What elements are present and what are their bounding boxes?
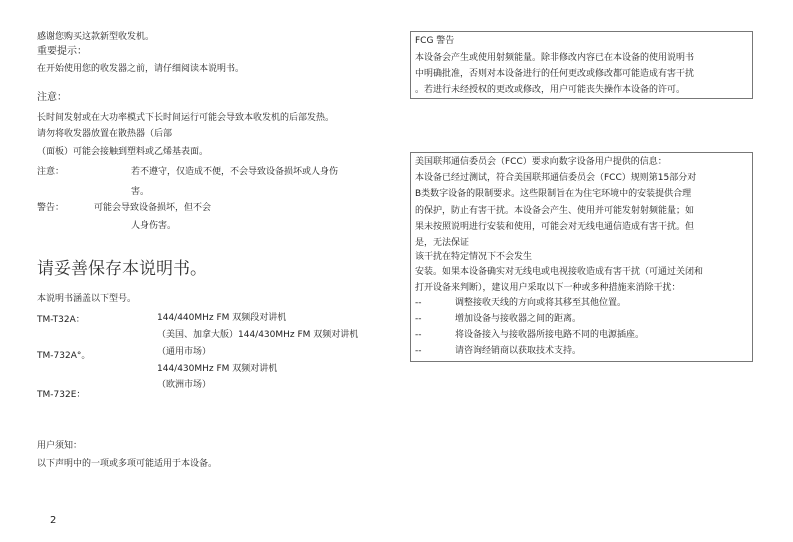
- model-1-description: 144/440MHz FM 双频段对讲机: [157, 313, 287, 323]
- models-intro: 本说明书涵盖以下型号。: [37, 294, 137, 304]
- warning-text-1: 可能会导致设备损坏，但不会: [94, 203, 212, 213]
- model-tm-732e: TM-732E：: [37, 390, 86, 400]
- important-title: 重要提示：: [37, 46, 87, 57]
- measure-item: 将设备接入与接收器所接电路不同的电源插座。: [455, 330, 645, 340]
- fcc-warning-line-3: 。若进行未经授权的更改或修改，用户可能丧失操作本设备的许可。: [415, 85, 686, 95]
- fcc-info-line-7: 安装。如果本设备确实对无线电或电视接收造成有害干扰（可通过关闭和: [415, 267, 704, 277]
- model-tm-732a: TM-732A°。: [37, 351, 91, 361]
- measure-item: 调整接收天线的方向或将其移至其他位置。: [455, 298, 627, 308]
- user-notice-text: 以下声明中的一项或多项可能适用于本设备。: [37, 459, 218, 469]
- model-3-description: 144/430MHz FM 双频对讲机: [157, 364, 278, 374]
- warning-text-2: 人身伤害。: [131, 221, 177, 231]
- caution-label: 注意：: [37, 167, 65, 177]
- notice-line-1: 长时间发射或在大功率模式下长时间运行可能会导致本收发机的后部发热。: [37, 113, 335, 123]
- notice-line-2: 请勿将收发器放置在散热器（后部: [37, 129, 173, 139]
- fcc-info-line-3: 的保护，防止有害干扰。本设备会产生、使用并可能发射射频能量；如: [415, 206, 695, 216]
- thanks-text: 感谢您购买这款新型收发机。: [37, 32, 155, 42]
- caution-text-2: 害。: [131, 187, 150, 197]
- user-notice-title: 用户须知：: [37, 441, 83, 451]
- model-tm-t32a: TM-T32A：: [37, 315, 85, 325]
- fcc-info-box: [410, 152, 753, 362]
- model-1-market: （美国、加拿大版）144/430MHz FM 双频对讲机: [157, 330, 359, 340]
- fcc-warning-title: FCG 警告: [415, 36, 455, 46]
- measure-dash: --: [415, 330, 422, 340]
- measure-dash: --: [415, 298, 422, 308]
- fcc-info-line-6: 该干扰在特定情况下不会发生: [415, 252, 533, 262]
- fcc-warning-box: [410, 31, 753, 99]
- measure-item: 增加设备与接收器之间的距离。: [455, 314, 582, 324]
- notice-line-3: （面板）可能会接触到塑料或乙烯基表面。: [37, 147, 209, 157]
- fcc-info-line-2: B类数字设备的限制要求。这些限制旨在为住宅环境中的安装提供合理: [415, 189, 692, 199]
- page-heading: 请妥善保存本说明书。: [37, 259, 207, 279]
- fcc-info-line-5: 是，无法保证: [415, 238, 470, 248]
- measure-dash: --: [415, 346, 422, 356]
- measure-item: 请咨询经销商以获取技术支持。: [455, 346, 582, 356]
- measure-dash: --: [415, 314, 422, 324]
- important-text: 在开始使用您的收发器之前，请仔细阅读本说明书。: [37, 64, 245, 74]
- model-2-market: （通用市场）: [157, 347, 212, 357]
- fcc-info-line-8: 打开设备来判断），建议用户采取以下一种或多种措施来消除干扰：: [415, 283, 681, 293]
- notice-title: 注意：: [37, 92, 67, 103]
- fcc-warning-line-1: 本设备会产生或使用射频能量。除非修改内容已在本设备的使用说明书: [415, 53, 695, 63]
- page-number: 2: [50, 515, 57, 526]
- warning-label: 警告：: [37, 203, 65, 213]
- caution-text-1: 若不遵守，仅造成不便，不会导致设备损坏或人身伤: [131, 167, 339, 177]
- fcc-info-title: 美国联邦通信委员会（FCC）要求向数字设备用户提供的信息：: [415, 157, 667, 167]
- model-3-market: （欧洲市场）: [157, 380, 212, 390]
- fcc-info-line-4: 果未按照说明进行安装和使用，可能会对无线电通信造成有害干扰。但: [415, 222, 695, 232]
- fcc-warning-line-2: 中明确批准，否则对本设备进行的任何更改或修改都可能造成有害干扰: [415, 69, 695, 79]
- fcc-info-line-1: 本设备已经过测试，符合美国联邦通信委员会（FCC）规则第15部分对: [415, 173, 697, 183]
